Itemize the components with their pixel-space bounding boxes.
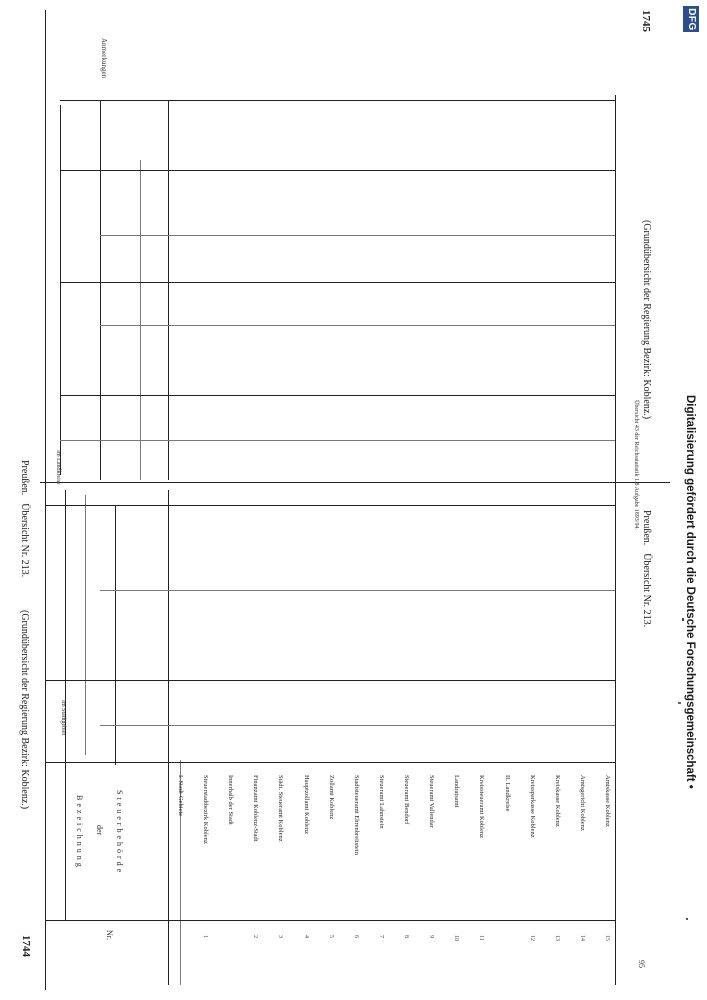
row-label: I. Stadt-Gebiete xyxy=(177,775,184,817)
right-page-number: 1745 xyxy=(640,10,652,32)
header-rule xyxy=(45,680,615,681)
left-page-number-block xyxy=(18,935,36,957)
table-row xyxy=(501,775,519,811)
row-label: Innerhalb der Stadt xyxy=(227,775,234,825)
row-number-cell xyxy=(526,935,544,941)
row-number: 8 xyxy=(403,935,409,938)
row-label: Landratsamt xyxy=(453,775,460,808)
table-row xyxy=(199,775,217,844)
row-number-cell xyxy=(475,935,493,941)
left-running-title xyxy=(17,610,35,809)
table-row xyxy=(375,775,393,829)
scan-mark xyxy=(678,702,681,704)
row-label: Städt. Steueramt Koblenz xyxy=(277,775,284,842)
row-number-cell xyxy=(350,935,368,938)
watermark-text: Digitalisierung gefördert durch die Deutsche Forschungsgemeinschaft • xyxy=(684,395,696,789)
table-row xyxy=(174,775,192,816)
designation-a: Bezeichnung xyxy=(75,795,84,870)
corner-number-text: 95 xyxy=(637,960,646,968)
left-page-number: 1744 xyxy=(20,935,32,957)
remarks-label: Anmerkungen xyxy=(100,38,108,79)
table-row xyxy=(450,775,468,808)
row-label: Finanzamt Koblenz-Stadt xyxy=(252,775,259,842)
header-rule xyxy=(45,920,615,921)
designation-b: der xyxy=(95,825,104,836)
row-label: II. Landkreise xyxy=(504,775,511,812)
row-label: Kreiskasse Koblenz xyxy=(554,775,561,827)
designation-c: Steuerbehörde xyxy=(115,790,124,876)
page-separator-top xyxy=(40,482,670,483)
table-row xyxy=(249,775,267,842)
right-running-head xyxy=(638,10,656,32)
header-rule xyxy=(100,235,615,236)
left-running-head xyxy=(17,460,35,577)
table-rule xyxy=(168,100,169,480)
designation-header xyxy=(72,795,90,870)
row-number-cell xyxy=(300,935,318,938)
table-rule xyxy=(45,10,46,990)
table-rule xyxy=(115,505,116,765)
row-label: Kreissteueramt Koblenz xyxy=(478,775,485,838)
dfg-logo: DFG xyxy=(683,6,699,32)
table-row xyxy=(475,775,493,838)
row-label: Kreissparkasse Koblenz xyxy=(529,775,536,838)
table-row xyxy=(601,775,619,827)
district-header xyxy=(52,450,70,485)
right-footnote xyxy=(630,400,648,530)
header-rule xyxy=(60,440,615,441)
row-number: 3 xyxy=(277,935,283,938)
right-running-title xyxy=(639,220,657,419)
row-number: 15 xyxy=(604,935,610,941)
row-number: 7 xyxy=(378,935,384,938)
header-rule xyxy=(100,590,615,591)
row-label: Amtskasse Koblenz xyxy=(604,775,611,827)
nr-label: Nr. xyxy=(105,930,114,940)
district-label: Im Landkreise xyxy=(55,450,61,485)
right-footnote-text: Übersicht 43 der Reichsstatistik 1.8 Aufgabe 1893/94. xyxy=(633,400,639,530)
row-label: Amtsgericht Koblenz xyxy=(579,775,586,831)
right-running-head-prefix: Preußen. xyxy=(641,510,652,546)
table-rule xyxy=(168,490,169,985)
row-number: 11 xyxy=(478,935,484,941)
designation-header-b xyxy=(92,825,110,835)
table-row xyxy=(300,775,318,834)
table-row xyxy=(274,775,292,842)
row-label: Zollamt Koblenz xyxy=(328,775,335,820)
corner-number xyxy=(634,960,652,968)
table-row xyxy=(526,775,544,838)
table-rule xyxy=(615,95,616,985)
row-label: Steueramt Lahnstein xyxy=(378,775,385,829)
row-number: 13 xyxy=(554,935,560,941)
row-number: 5 xyxy=(328,935,334,938)
table-row xyxy=(325,775,343,819)
scan-mark xyxy=(682,618,684,621)
header-rule xyxy=(100,725,615,726)
table-rule xyxy=(100,100,101,480)
designation-header-c xyxy=(112,790,130,875)
table-rule xyxy=(60,105,61,475)
header-rule xyxy=(100,325,615,326)
table-rule xyxy=(140,160,141,480)
row-number-cell xyxy=(400,935,418,938)
row-number-cell xyxy=(601,935,619,941)
left-running-head-title: (Grundübersicht der Regierung Bezirk: Koblenz.) xyxy=(19,610,30,810)
header-rule xyxy=(60,100,615,101)
row-number-cell xyxy=(576,935,594,941)
row-label: Hauptzollamt Koblenz xyxy=(303,775,310,835)
scan-mark xyxy=(686,918,688,920)
table-rule xyxy=(85,495,86,755)
row-number-cell xyxy=(249,935,267,938)
header-rule xyxy=(45,505,615,506)
row-number-cell xyxy=(325,935,343,938)
left-running-head-prefix: Preußen. xyxy=(19,460,30,496)
row-number-cell xyxy=(375,935,393,938)
right-running-head-ref: Übersicht Nr. 213. xyxy=(641,553,652,628)
table-row xyxy=(551,775,569,827)
header-rule xyxy=(60,282,615,283)
header-rule xyxy=(45,762,615,763)
nr-header xyxy=(102,930,120,940)
row-number: 9 xyxy=(428,935,434,938)
row-number-cell xyxy=(274,935,292,938)
row-number: 1 xyxy=(202,935,208,938)
row-label: Steueramt Vallendar xyxy=(428,775,435,828)
row-number: 6 xyxy=(353,935,359,938)
header-rule xyxy=(60,170,615,171)
within-city-header xyxy=(57,700,75,735)
row-number: 12 xyxy=(529,935,535,941)
row-number: 2 xyxy=(252,935,258,938)
row-number-cell xyxy=(425,935,443,938)
row-number: 14 xyxy=(579,935,585,941)
row-label: Stadtsteueramt Ehrenbreitstein xyxy=(353,775,360,855)
within-city-label: Im Stadtgebiet xyxy=(60,700,66,736)
row-number-cell xyxy=(551,935,569,941)
row-number-cell xyxy=(199,935,217,938)
table-row xyxy=(224,775,242,825)
table-row xyxy=(400,775,418,824)
row-label: Steuerstadtbezirk Koblenz xyxy=(202,775,209,844)
row-number-cell xyxy=(450,935,468,941)
table-row xyxy=(350,775,368,855)
right-running-head-title: (Grundübersicht der Regierung Bezirk: Koblenz.) xyxy=(641,220,652,420)
remarks-header xyxy=(97,38,115,78)
left-running-head-ref: Übersicht Nr. 213. xyxy=(19,503,30,578)
header-rule xyxy=(60,395,615,396)
watermark-strip xyxy=(682,395,700,789)
row-number: 10 xyxy=(453,935,459,941)
row-label: Steueramt Bendorf xyxy=(403,775,410,825)
table-row xyxy=(576,775,594,831)
table-row xyxy=(425,775,443,828)
row-number: 4 xyxy=(303,935,309,938)
